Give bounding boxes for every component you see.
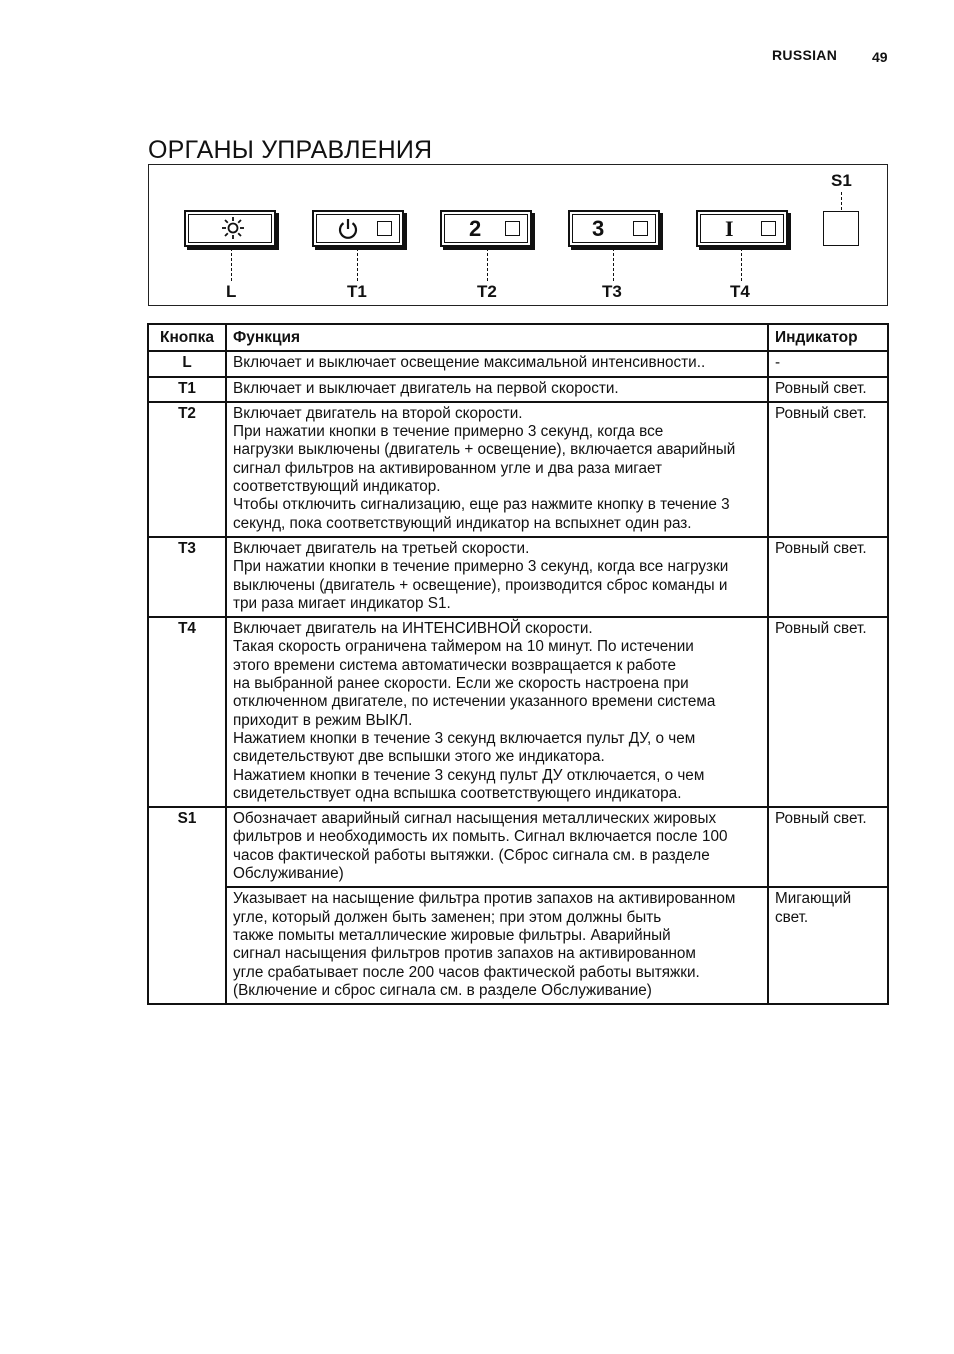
function-cell	[226, 537, 768, 617]
function-line: три раза мигает индикатор S1.	[233, 594, 451, 612]
indicator-cell	[768, 807, 888, 887]
function-line: свидетельствует одна вспышка соответствующего индикатора.	[233, 784, 682, 802]
indicator-line: Ровный свет.	[775, 810, 867, 828]
function-line: (Включение и сброс сигнала см. в разделе Обслуживание)	[233, 981, 652, 999]
indicator-cell	[768, 351, 888, 376]
function-line: Чтобы отключить сигнализацию, еще раз нажмите кнопку в течение 3	[233, 496, 730, 514]
key-t3-symbol: 3	[592, 216, 605, 241]
function-cell	[226, 351, 768, 376]
indicator-line: Ровный свет.	[775, 539, 867, 557]
indicator-cell	[768, 887, 888, 1004]
function-line: Указывает на насыщение фильтра против запахов на активированном	[233, 890, 736, 908]
t2-led	[505, 221, 520, 236]
t4-led	[761, 221, 776, 236]
col-header-indicator: Индикатор	[768, 324, 888, 351]
panel-label-t4: T4	[730, 282, 750, 301]
table-header-row	[148, 324, 888, 351]
section-title: ОРГАНЫ УПРАВЛЕНИЯ	[148, 136, 433, 164]
function-line: фильтров и необходимость их помыть. Сигнал включается после 100	[233, 828, 728, 846]
function-line: свидетельствуют две вспышки этого же индикатора.	[233, 748, 605, 766]
button-cell: T1	[148, 377, 226, 402]
t3-led	[633, 221, 648, 236]
sun-icon	[221, 216, 245, 240]
table-row	[148, 807, 888, 887]
function-line: угле, который должен быть заменен; при этом должны быть	[233, 908, 662, 926]
table-row	[148, 617, 888, 807]
table-row	[148, 351, 888, 376]
panel-label-t3: T3	[602, 282, 622, 301]
key-l-light[interactable]	[184, 210, 276, 247]
function-line: Включает двигатель на ИНТЕНСИВНОЙ скорости.	[233, 620, 593, 638]
t1-led	[377, 221, 392, 236]
table-row	[148, 377, 888, 402]
t3-leader-line	[613, 248, 614, 281]
button-cell: T3	[148, 537, 226, 617]
function-line: Нажатием кнопки в течение 3 секунд включается пульт ДУ, о чем	[233, 729, 696, 747]
t4-leader-line	[741, 248, 742, 281]
function-line: нагрузки выключены (двигатель + освещение), включается аварийный	[233, 441, 736, 459]
function-line: отключенном двигателе, по истечении указанного времени система	[233, 693, 716, 711]
function-line: При нажатии кнопки в течение примерно 3 секунд, когда все	[233, 423, 664, 441]
function-line: Включает двигатель на второй скорости.	[233, 404, 523, 422]
key-t4-symbol: I	[725, 216, 734, 241]
controls-function-table	[147, 323, 889, 1005]
button-cell: S1	[148, 807, 226, 1004]
function-line: этого времени система автоматически возвращается к работе	[233, 656, 676, 674]
function-line: Такая скорость ограничена таймером на 10 минут. По истечении	[233, 638, 694, 656]
function-cell	[226, 617, 768, 807]
indicator-cell	[768, 537, 888, 617]
button-cell: T4	[148, 617, 226, 807]
function-line: Обслуживание)	[233, 865, 344, 883]
s1-indicator-light	[823, 211, 859, 246]
function-line: При нажатии кнопки в течение примерно 3 секунд, когда все нагрузки	[233, 558, 729, 576]
power-icon	[336, 217, 360, 241]
function-line: Нажатием кнопки в течение 3 секунд пульт ДУ отключается, о чем	[233, 766, 705, 784]
table-row	[148, 537, 888, 617]
s1-leader-line	[841, 192, 842, 210]
indicator-cell	[768, 402, 888, 537]
control-panel-diagram	[148, 164, 888, 306]
indicator-line: Ровный свет.	[775, 379, 867, 397]
key-t3-speed[interactable]	[568, 210, 660, 247]
key-t1-power[interactable]	[312, 210, 404, 247]
button-cell: T2	[148, 402, 226, 537]
panel-label-l: L	[226, 282, 237, 301]
function-line: Включает двигатель на третьей скорости.	[233, 539, 530, 557]
function-line: часов фактической работы вытяжки. (Сброс сигнала см. в разделе	[233, 846, 710, 864]
t2-leader-line	[487, 248, 488, 281]
button-cell: L	[148, 351, 226, 376]
page-number: 49	[872, 49, 888, 65]
header-language: RUSSIAN	[772, 47, 838, 63]
function-line: угле срабатывает после 200 часов фактической работы вытяжки.	[233, 963, 700, 981]
function-line: на выбранной ранее скорости. Если же скорость настроена при	[233, 675, 689, 693]
function-line: сигнал насыщения фильтров против запахов на активированном	[233, 945, 696, 963]
function-cell	[226, 807, 768, 887]
col-header-function: Функция	[226, 324, 768, 351]
indicator-cell	[768, 617, 888, 807]
function-cell	[226, 402, 768, 537]
indicator-cell	[768, 377, 888, 402]
panel-label-s1: S1	[831, 171, 852, 190]
panel-label-t1: T1	[347, 282, 367, 301]
indicator-line: Ровный свет.	[775, 620, 867, 638]
key-t2-symbol: 2	[469, 216, 482, 241]
l-leader-line	[231, 248, 232, 281]
key-t4-intensive[interactable]	[696, 210, 788, 247]
key-t2-speed[interactable]	[440, 210, 532, 247]
function-line: приходит в режим ВЫКЛ.	[233, 711, 413, 729]
t1-leader-line	[357, 248, 358, 281]
function-line: Обозначает аварийный сигнал насыщения металлических жировых	[233, 810, 717, 828]
col-header-button: Кнопка	[148, 324, 226, 351]
function-line: Включает и выключает освещение максимальной интенсивности..	[233, 354, 706, 372]
indicator-line: свет.	[775, 908, 809, 926]
panel-label-t2: T2	[477, 282, 497, 301]
indicator-line: Мигающий	[775, 890, 852, 908]
function-line: сигнал фильтров на активированном угле и два раза мигает	[233, 459, 663, 477]
function-cell	[226, 887, 768, 1004]
table-row	[148, 887, 888, 1004]
function-line: Включает и выключает двигатель на первой скорости.	[233, 379, 619, 397]
function-line: также помыты металлические жировые фильтры. Аварийный	[233, 926, 671, 944]
indicator-line: Ровный свет.	[775, 404, 867, 422]
function-line: секунд, пока соответствующий индикатор на вспыхнет один раз.	[233, 514, 692, 532]
indicator-line: -	[775, 354, 781, 372]
function-line: выключены (двигатель + освещение), производится сброс команды и	[233, 576, 728, 594]
function-line: соответствующий индикатор.	[233, 478, 441, 496]
table-row	[148, 402, 888, 537]
function-cell	[226, 377, 768, 402]
